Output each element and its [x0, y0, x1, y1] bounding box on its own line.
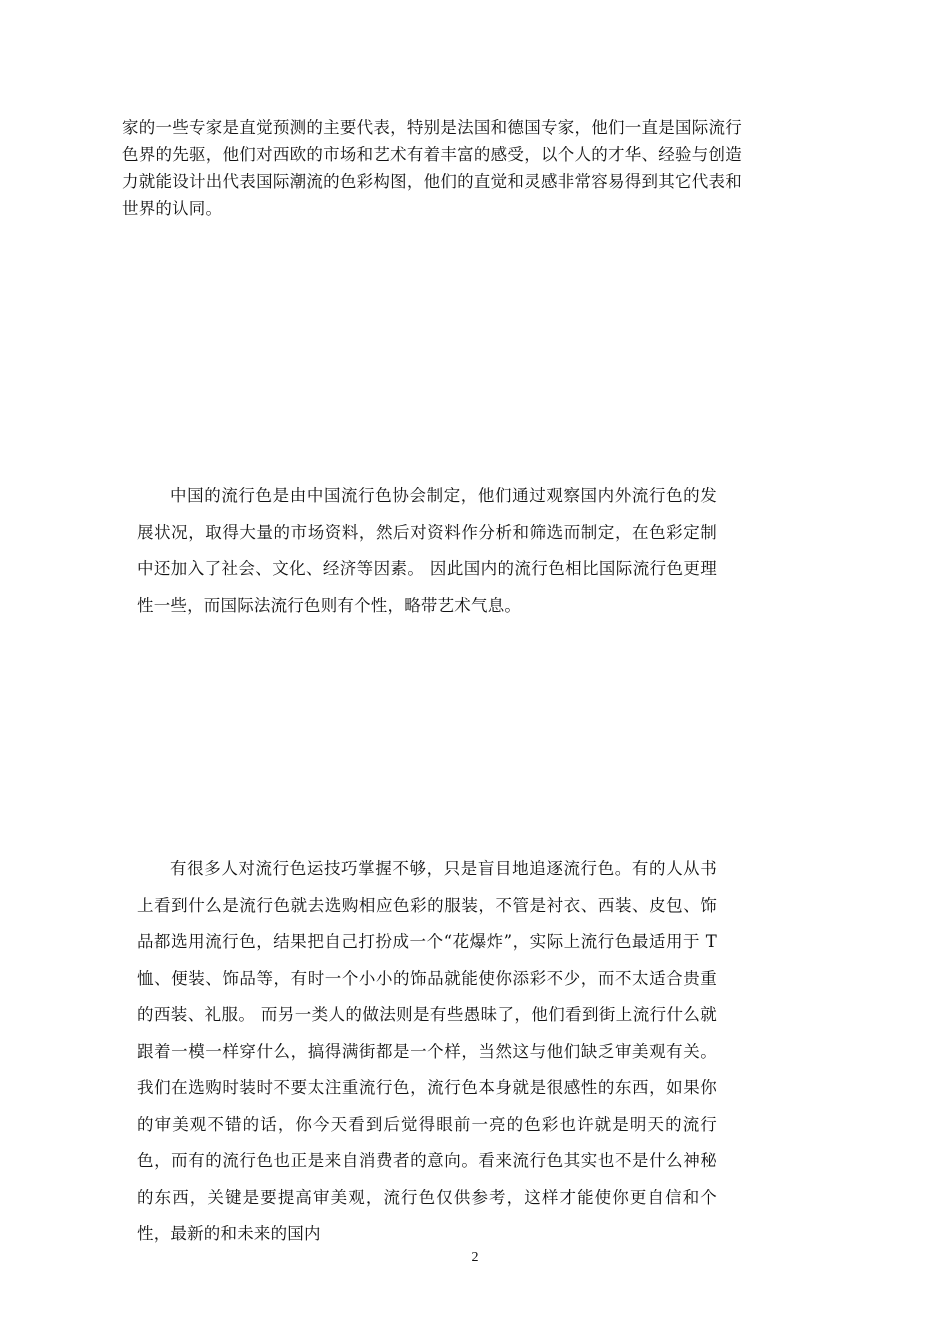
page-number: 2 — [471, 1250, 479, 1265]
paragraph-trend-color-usage: 有很多人对流行色运技巧掌握不够，只是盲目地追逐流行色。有的人从书上看到什么是流行色就去选购相应色彩的服装，不管是衬衣、西装、皮包、饰品都选用流行色，结果把自己打扮成一个“花爆炸”，实际上流行色最适用于 T 恤、便装、饰品等，有时一个小小的饰品就能使你添彩不少，而不太适合贵重的西装、礼服。 而另一类人的做法则是有些愚昧了，他们看到街上流行什么就跟着一模一样穿什么，搞得满街都是一个样，当然这与他们缺乏审美观有关。我们在选购时装时不要太注重流行色，流行色本身就是很感性的东西，如果你的审美观不错的话，你今天看到后觉得眼前一亮的色彩也许就是明天的流行色，而有的流行色也正是来自消费者的意向。看来流行色其实也不是什么神秘的东西，关键是要提高审美观，流行色仅供参考，这样才能使你更自信和个性，最新的和未来的国内 — [137, 859, 717, 1243]
paragraph-china-trend-colors: 中国的流行色是由中国流行色协会制定，他们通过观察国内外流行色的发展状况，取得大量的市场资料，然后对资料作分析和筛选而制定，在色彩定制中还加入了社会、文化、经济等因素。 因此国内的流行色相比国际流行色更理性一些，而国际法流行色则有个性，略带艺术气息。 — [137, 486, 717, 615]
paragraph-intuitive-forecasting: 家的一些专家是直觉预测的主要代表，特别是法国和德国专家，他们一直是国际流行色界的先驱，他们对西欧的市场和艺术有着丰富的感受，以个人的才华、经验与创造力就能设计出代表国际潮流的色彩构图，他们的直觉和灵感非常容易得到其它代表和世界的认同。 — [122, 118, 742, 218]
